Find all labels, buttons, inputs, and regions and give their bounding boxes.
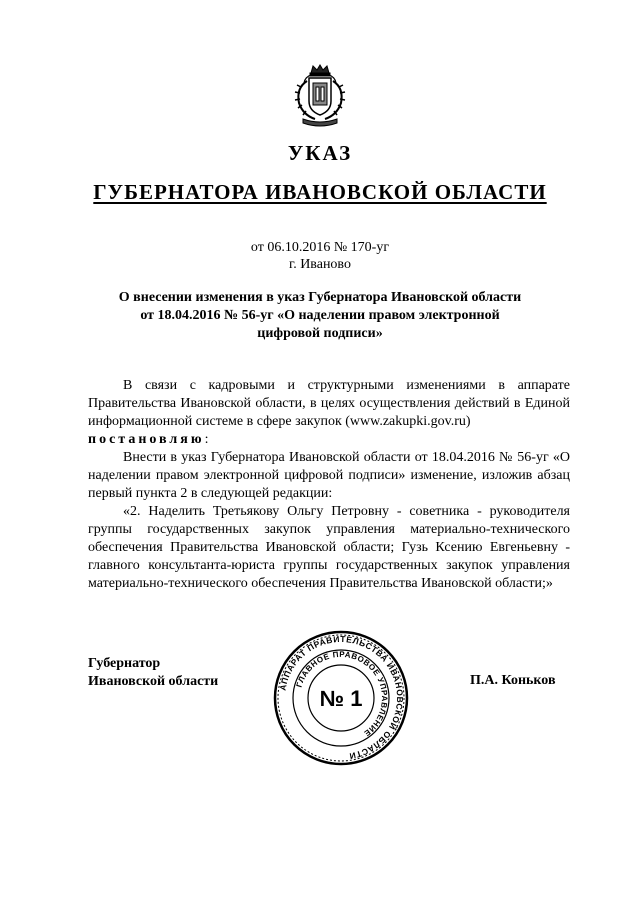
document-subject xyxy=(80,289,560,343)
position-line-2: Ивановской области xyxy=(88,674,219,689)
subject-line-1: О внесении изменения в указ Губернатора Ивановской области xyxy=(118,290,522,305)
position-line-1: Губернатор xyxy=(88,656,161,671)
decree-word: постановляю xyxy=(88,432,205,447)
subject-line-3: цифровой подписи» xyxy=(257,326,383,341)
signatory-name: П.А. Коньков xyxy=(470,673,556,688)
seal-number: № 1 xyxy=(319,686,363,711)
issuing-authority xyxy=(0,180,640,205)
coat-of-arms-icon xyxy=(291,63,349,128)
seal-outer-text: АППАРАТ ПРАВИТЕЛЬСТВА ИВАНОВСКОЙ ОБЛАСТИ xyxy=(277,633,406,762)
document-type-title: УКАЗ xyxy=(287,141,353,165)
subject-line-2: от 18.04.2016 № 56-уг «О наделении правом электронной xyxy=(140,308,500,323)
official-seal-stamp xyxy=(273,630,409,766)
date-number: от 06.10.2016 № 170-уг xyxy=(250,240,390,255)
seal-inner-text: ГЛАВНОЕ ПРАВОВОЕ УПРАВЛЕНИЕ xyxy=(294,649,390,739)
city: г. Иваново xyxy=(289,257,351,272)
paragraph-3: «2. Наделить Третьякову Ольгу Петровну - советника - руководителя группы государственных закупок управления материально-технического обеспечения Правительства Ивановской области; Гузь Ксению Евгеньевну - главного консультанта-юриста группы государственных закупок управления материально-технического обеспечения Правительства Ивановской области;» xyxy=(88,504,570,591)
signatory-position xyxy=(88,655,218,691)
issuing-authority-text: ГУБЕРНАТОРА ИВАНОВСКОЙ ОБЛАСТИ xyxy=(93,180,547,204)
paragraph-1: В связи с кадровыми и структурными изменениями в аппарате Правительства Ивановской области, в целях осуществления действий в Единой информационной системе в сфере закупок (www.zakupki.gov.ru) xyxy=(88,378,570,429)
decree-colon: : xyxy=(204,432,209,447)
document-meta xyxy=(0,239,640,273)
document-body xyxy=(88,377,570,593)
paragraph-2: Внести в указ Губернатора Ивановской области от 18.04.2016 № 56-уг «О наделении правом электронной цифровой подписи» изменение, изложив абзац первый пункта 2 в следующей редакции: xyxy=(88,450,570,501)
decree-line xyxy=(88,431,570,449)
